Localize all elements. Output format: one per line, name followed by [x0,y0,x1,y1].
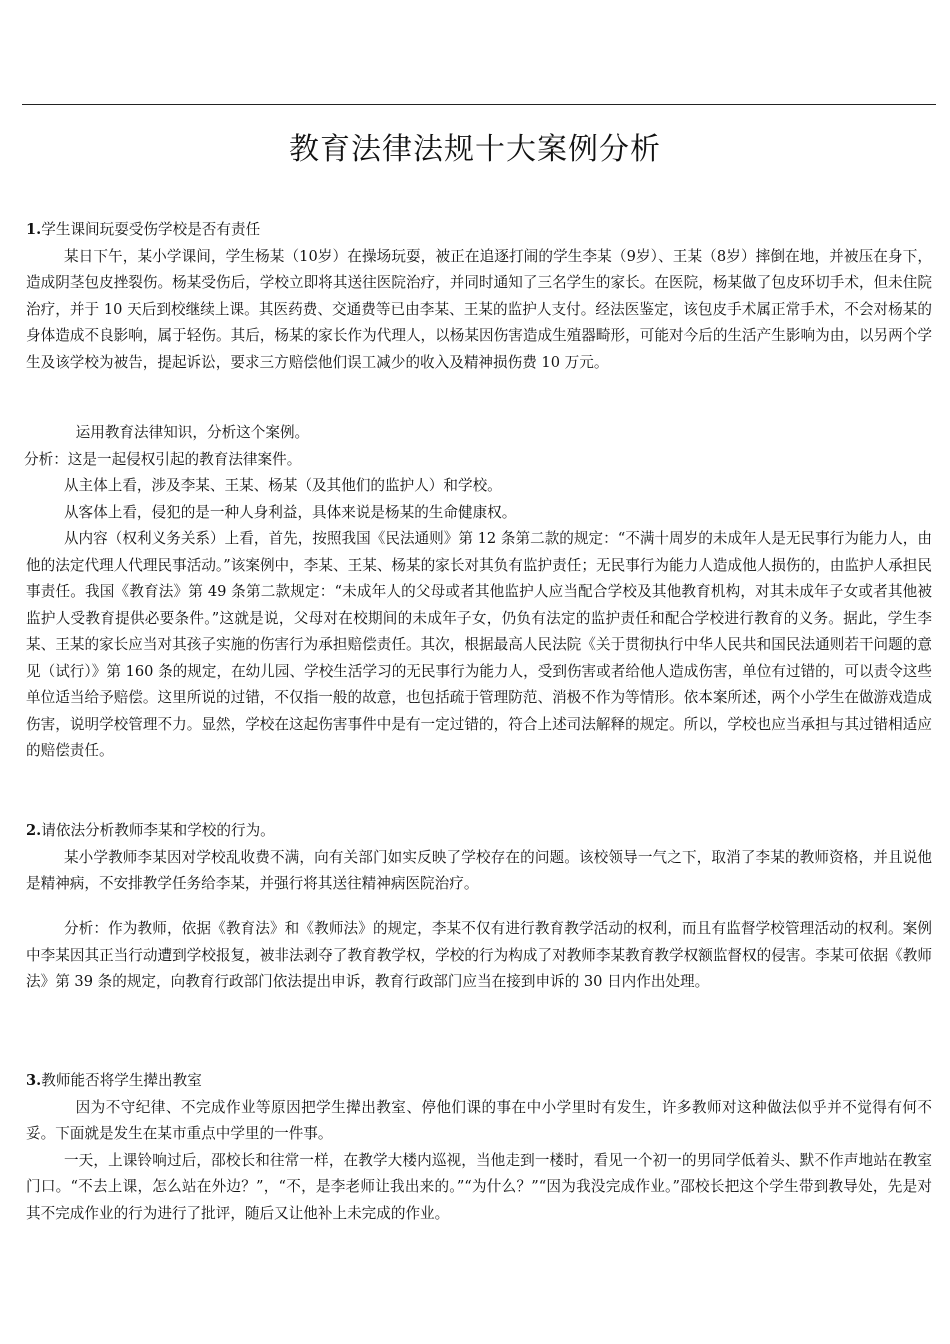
case-1-content: 从内容（权利义务关系）上看，首先，按照我国《民法通则》第 12 条第二款的规定：“不满十周岁的未成年人是无民事行为能力人，由他的法定代理人代理民事活动。”该案例中，李某、王某、杨某的家长对其负有监护责任；无民事行为能力人造成他人损伤的，由监护人承担民事责任。我国《教育法》第 49 条第二款规定：“未成年人的父母或者其他监护人应当配合学校及其他教育机构，对其未成年子女或者其他被监护人受教育提供必要条件。”这就是说，父母对在校期间的未成年子女，仍负有法定的监护责任和配合学校进行教育的义务。据此，学生李某、王某的家长应当对其孩子实施的伤害行为承担赔偿责任。其次，根据最高人民法院《关于贯彻执行中华人民共和国民法通则若干问题的意见（试行）》第 160 条的规定，在幼儿园、学校生活学习的无民事行为能力人，受到伤害或者给他人造成伤害，单位有过错的，可以责令这些单位适当给予赔偿。这里所说的过错，不仅指一般的故意，也包括疏于管理防范、消极不作为等情形。依本案所述，两个小学生在做游戏造成伤害，说明学校管理不力。显然，学校在这起伤害事件中是有一定过错的，符合上述司法解释的规定。所以，学校也应当承担与其过错相适应的赔偿责任。 [26,530,932,759]
case-2-analysis-block [26,916,932,996]
case-1-title: 学生课间玩耍受伤学校是否有责任 [41,221,261,238]
case-1-analysis-intro: 分析：这是一起侵权引起的教育法律案件。 [24,450,302,468]
document-title: 教育法律法规十大案例分析 [289,132,661,167]
case-3-heading [26,1068,932,1095]
case-1-section [26,217,932,376]
case-2-story: 某小学教师李某因对学校乱收费不满，向有关部门如实反映了学校存在的问题。该校领导一气之下，取消了李某的教师资格，并且说他是精神病，不安排教学任务给李某，并强行将其送往精神病医院治疗。 [26,848,932,892]
case-1-subject: 从主体上看，涉及李某、王某、杨某（及其他们的监护人）和学校。 [63,477,502,494]
case-3-story-1: 因为不守纪律、不完成作业等原因把学生撵出教室、停他们课的事在中小学里时有发生，许多教师对这种做法似乎并不觉得有何不妥。下面就是发生在某市重点中学里的一件事。 [26,1098,932,1142]
case-1-object: 从客体上看，侵犯的是一种人身利益，具体来说是杨某的生命健康权。 [63,503,517,521]
case-1-analysis [26,420,932,765]
case-2-heading [26,818,932,845]
case-1-story: 某日下午，某小学课间，学生杨某（10岁）在操场玩耍，被正在追逐打闹的学生李某（9岁）、王某（8岁）摔倒在地，并被压在身下，造成阴茎包皮挫裂伤。杨某受伤后，学校立即将其送往医院治疗，并同时通知了三名学生的家长。在医院，杨某做了包皮环切手术，但未住院治疗，并于 10 天后到校继续上课。其医药费、交通费等已由李某、王某的监护人支付。经法医鉴定，该包皮手术属正常手术，不会对杨某的身体造成不良影响，属于轻伤。其后，杨某的家长作为代理人，以杨某因伤害造成生殖器畸形，可能对今后的生活产生影响为由，以另两个学生及该学校为被告，提起诉讼，要求三方赔偿他们误工减少的收入及精神损伤费 10 万元。 [26,247,932,371]
case-1-prompt: 运用教育法律知识，分析这个案例。 [75,424,310,441]
case-3-section [26,1068,932,1227]
header-rule [22,104,936,105]
case-2-section [26,818,932,898]
case-2-analysis: 分析：作为教师，依据《教育法》和《教师法》的规定，李某不仅有进行教育教学活动的权利，而且有监督学校管理活动的权利。案例中李某因其正当行动遭到学校报复，被非法剥夺了教育教学权，学校的行为构成了对教师李某教育教学权额监督权的侵害。李某可依据《教师法》第 39 条的规定，向教育行政部门依法提出申诉，教育行政部门应当在接到申诉的 30 日内作出处理。 [26,920,932,990]
case-3-story-2: 一天，上课铃响过后，邵校长和往常一样，在教学大楼内巡视，当他走到一楼时，看见一个初一的男同学低着头、默不作声地站在教室门口。“不去上课，怎么站在外边？”，“不，是李老师让我出来的。”“为什么？”“因为我没完成作业。”邵校长把这个学生带到教导处，先是对其不完成作业的行为进行了批评，随后又让他补上未完成的作业。 [26,1151,932,1222]
case-1-heading [26,217,932,244]
case-3-title: 教师能否将学生撵出教室 [41,1072,202,1089]
case-3-number: 3. [26,1072,42,1089]
case-2-title: 请依法分析教师李某和学校的行为。 [41,822,275,839]
case-2-number: 2. [26,822,42,839]
case-1-number: 1. [26,221,42,238]
